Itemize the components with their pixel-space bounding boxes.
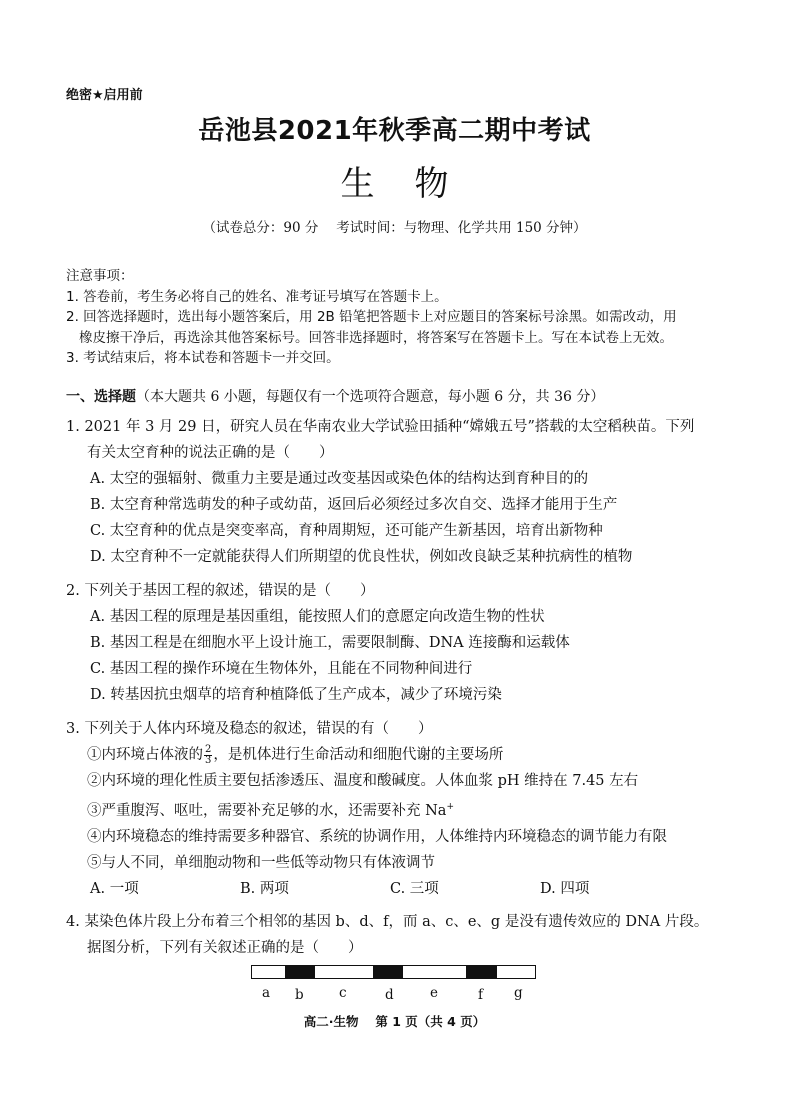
section-header <box>66 386 604 406</box>
statement-3 <box>66 794 746 824</box>
chromosome-diagram <box>251 965 536 979</box>
option-b: B. 基因工程是在细胞水平上设计施工，需要限制酶、DNA 连接酶和运载体 <box>90 635 570 651</box>
question-4 <box>66 909 746 961</box>
option-b: B. 两项 <box>240 880 289 897</box>
question-stem: 4. 某染色体片段上分布着三个相邻的基因 b、d、f，而 a、c、e、g 是没有遗传效应的 DNA 片段。 <box>66 914 709 930</box>
statement-2: ②内环境的理化性质主要包括渗透压、温度和酸碱度。人体血浆 pH 维持在 7.45 左右 <box>87 773 639 789</box>
statement-text: ，是机体进行生命活动和细胞代谢的主要场所 <box>213 747 504 763</box>
options-row <box>66 876 746 902</box>
question-1 <box>66 414 746 570</box>
segment-label: g <box>514 985 523 1001</box>
note-item: 3. 考试结束后，将本试卷和答题卡一并交回。 <box>66 350 340 366</box>
segment-label: f <box>478 987 483 1003</box>
note-item: 1. 答卷前，考生务必将自己的姓名、准考证号填写在答题卡上。 <box>66 288 448 305</box>
segment-label: c <box>339 985 347 1001</box>
statement-1 <box>66 742 746 768</box>
statement-4: ④内环境稳态的维持需要多种器官、系统的协调作用，人体维持内环境稳态的调节能力有限 <box>87 828 667 845</box>
question-3 <box>66 716 746 902</box>
question-stem: 2. 下列关于基因工程的叙述，错误的是（ ） <box>66 583 375 599</box>
confidential-label: 绝密★启用前 <box>66 88 143 103</box>
statement-5: ⑤与人不同，单细胞动物和一些低等动物只有体液调节 <box>87 854 435 871</box>
option-a: A. 基因工程的原理是基因重组，能按照人们的意愿定向改造生物的性状 <box>90 609 545 625</box>
option-c: C. 三项 <box>390 880 439 897</box>
section-label: 一、选择题 <box>66 389 136 405</box>
question-2 <box>66 578 746 708</box>
gene-segment-f <box>466 966 497 978</box>
segment-label: a <box>262 985 271 1001</box>
segment-label: b <box>295 987 304 1003</box>
fraction <box>204 745 212 766</box>
notes-block <box>66 266 746 369</box>
exam-meta: （试卷总分：90 分 考试时间：与物理、化学共用 150 分钟） <box>202 220 587 236</box>
gene-segment-b <box>285 966 315 978</box>
fraction-denominator: 3 <box>205 754 212 766</box>
notes-heading: 注意事项： <box>66 268 134 284</box>
option-d: D. 转基因抗虫烟草的培育种植降低了生产成本，减少了环境污染 <box>90 687 502 703</box>
option-d: D. 四项 <box>540 880 590 897</box>
question-stem: 3. 下列关于人体内环境及稳态的叙述，错误的有（ ） <box>66 721 433 737</box>
segment-label: e <box>430 985 438 1001</box>
statement-text: ③严重腹泻、呕吐，需要补充足够的水，还需要补充 Na <box>87 802 447 819</box>
option-a: A. 一项 <box>90 880 139 897</box>
superscript: + <box>446 802 454 812</box>
option-c: C. 太空育种的优点是突变率高，育种周期短，还可能产生新基因，培育出新物种 <box>90 523 603 539</box>
option-c: C. 基因工程的操作环境在生物体外，且能在不同物种间进行 <box>90 661 473 677</box>
note-item: 2. 回答选择题时，选出每小题答案后，用 2B 铅笔把答题卡上对应题目的答案标号涂黑。如需改动，用 <box>66 309 677 325</box>
subject-title: 生物 <box>340 164 489 204</box>
fraction-numerator: 2 <box>205 743 212 755</box>
page-footer: 高二·生物 第 1 页（共 4 页） <box>303 1014 486 1029</box>
option-b: B. 太空育种常选萌发的种子或幼苗，返回后必须经过多次自交、选择才能用于生产 <box>90 497 618 513</box>
question-stem: 有关太空育种的说法正确的是（ ） <box>87 445 334 461</box>
question-stem: 1. 2021 年 3 月 29 日，研究人员在华南农业大学试验田插种“嫦娥五号”搭载的太空稻秧苗。下列 <box>66 419 695 435</box>
segment-label: d <box>385 987 394 1003</box>
option-d: D. 太空育种不一定就能获得人们所期望的优良性状，例如改良缺乏某种抗病性的植物 <box>90 549 633 565</box>
statement-text: ①内环境占体液的 <box>87 747 203 763</box>
gene-segment-d <box>373 966 403 978</box>
exam-title: 岳池县2021年秋季高二期中考试 <box>198 116 591 146</box>
option-a: A. 太空的强辐射、微重力主要是通过改变基因或染色体的结构达到育种目的的 <box>90 471 589 487</box>
note-item: 橡皮擦干净后，再选涂其他答案标号。回答非选择题时，将答案写在答题卡上。写在本试卷上无效。 <box>79 329 673 346</box>
question-stem: 据图分析，下列有关叙述正确的是（ ） <box>87 940 363 956</box>
section-desc: （本大题共 6 小题，每题仅有一个选项符合题意，每小题 6 分，共 36 分） <box>136 389 605 405</box>
